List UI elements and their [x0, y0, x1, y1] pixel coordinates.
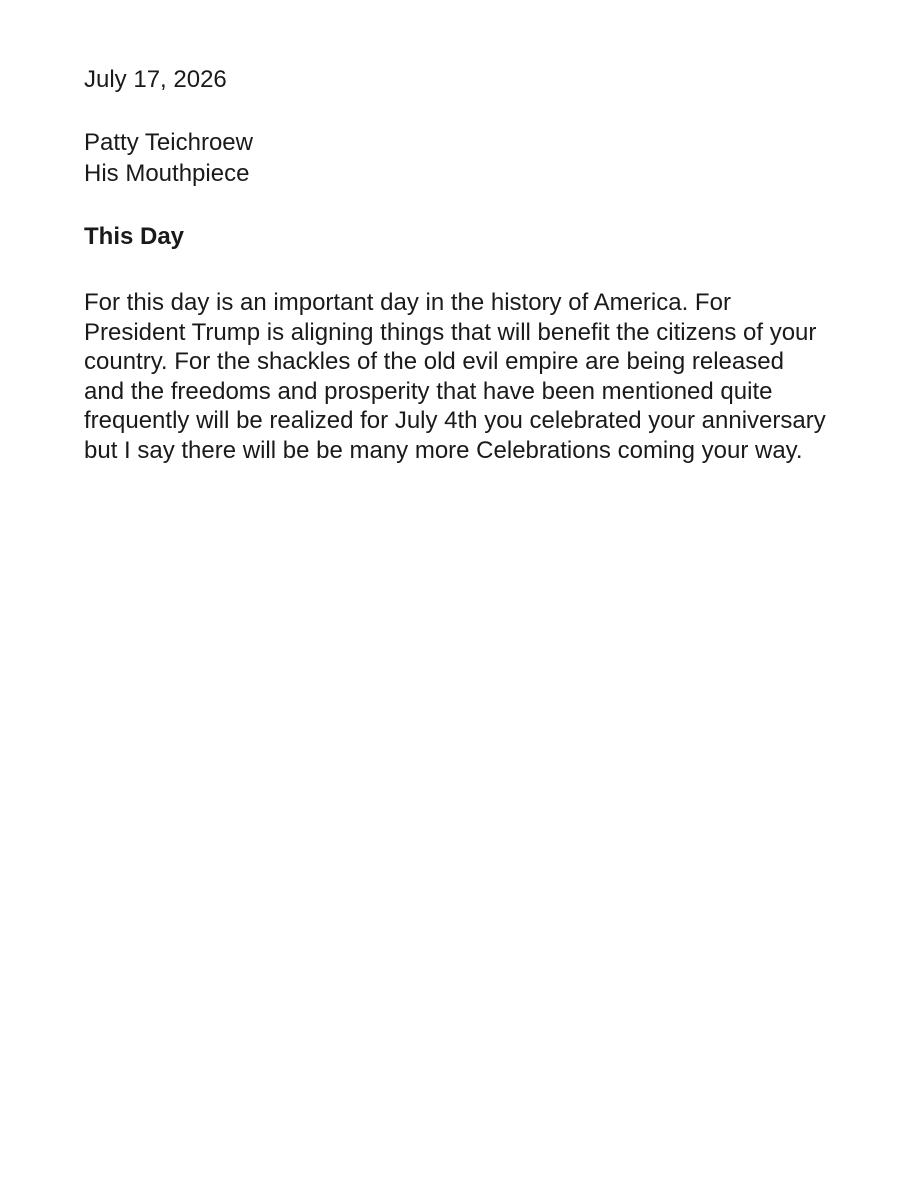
- author-name: Patty Teichroew: [84, 129, 253, 156]
- body-line: and the freedoms and prosperity that have been mentioned quite: [84, 377, 773, 405]
- body-line: frequently will be realized for July 4th you celebrated your anniversary: [84, 407, 826, 434]
- body-line: For this day is an important day in the history of America. For: [84, 289, 731, 316]
- body-line: but I say there will be be many more Celebrations coming your way.: [84, 436, 803, 464]
- letter-title: This Day: [84, 223, 185, 250]
- body-line: country. For the shackles of the old evil empire are being released: [84, 348, 784, 375]
- letter-body: [84, 288, 894, 465]
- author-role: His Mouthpiece: [84, 160, 250, 187]
- body-line: President Trump is aligning things that will benefit the citizens of your: [84, 318, 817, 346]
- letter-date: July 17, 2026: [84, 66, 227, 93]
- author-block: [84, 127, 253, 189]
